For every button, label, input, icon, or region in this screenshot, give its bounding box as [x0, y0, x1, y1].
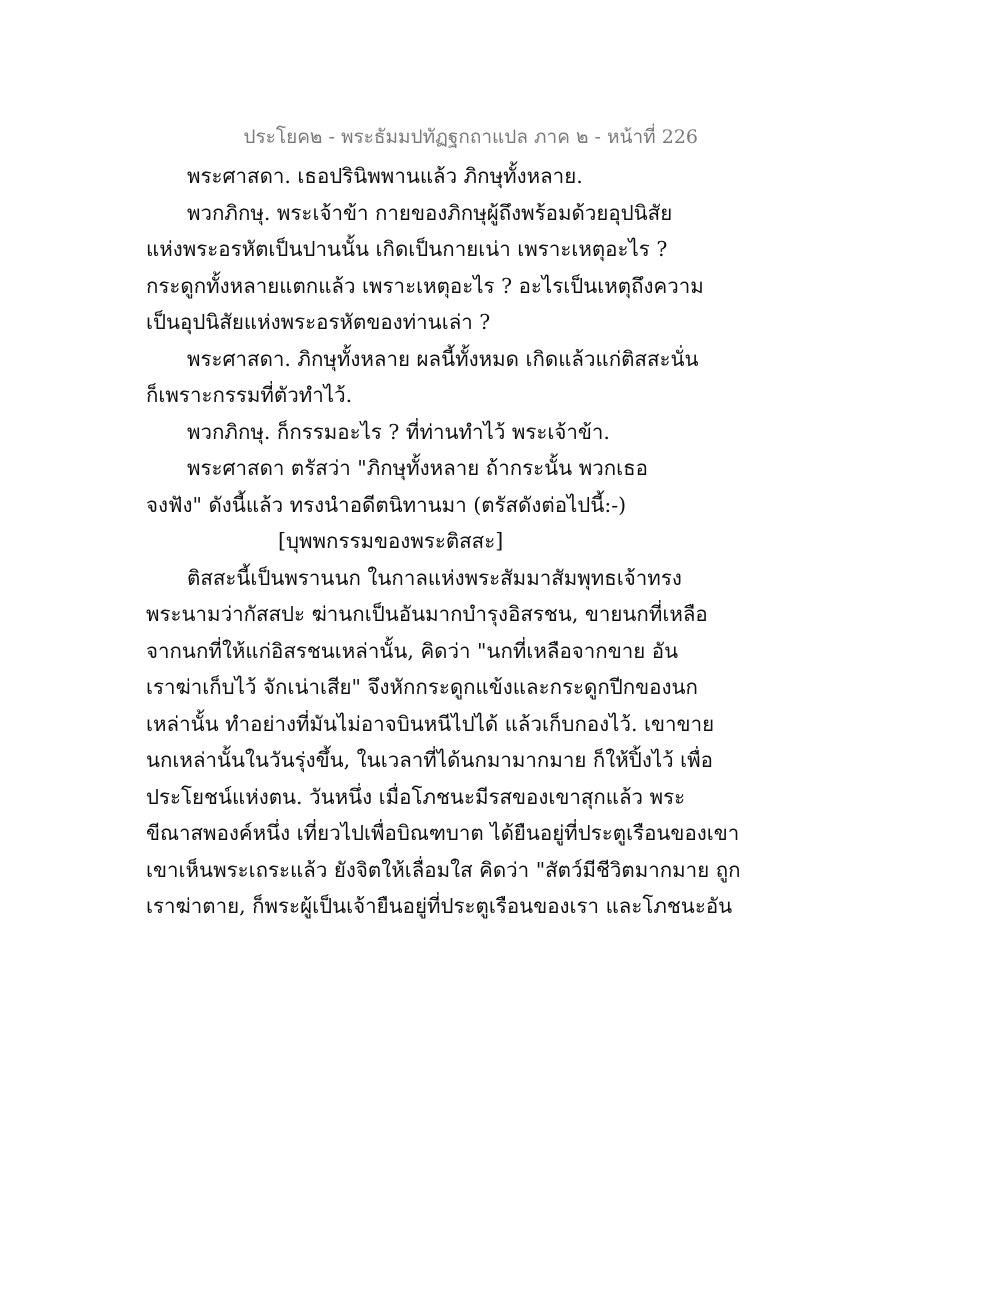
- text-line: พระศาสดา. ภิกษุทั้งหลาย ผลนี้ทั้งหมด เกิดแล้วแก่ติสสะนั่น: [187, 346, 699, 371]
- running-header: ประโยค๒ - พระธัมมปทัฏฐกถาแปล ภาค ๒ - หน้าที่ 226: [243, 126, 698, 148]
- text-line: ขีณาสพองค์หนึ่ง เที่ยวไปเพื่อบิณฑบาต ได้ยืนอยู่ที่ประตูเรือนของเขา: [146, 821, 740, 845]
- text-line: กระดูกทั้งหลายแตกแล้ว เพราะเหตุอะไร ? อะไรเป็นเหตุถึงความ: [146, 273, 704, 298]
- text-line: เป็นอุปนิสัยแห่งพระอรหัตของท่านเล่า ?: [146, 310, 491, 334]
- text-line: เหล่านั้น ทำอย่างที่มันไม่อาจบินหนีไปได้ แล้วเก็บกองไว้. เขาขาย: [146, 711, 715, 736]
- text-line: เราฆ่าเก็บไว้ จักเน่าเสีย" จึงหักกระดูกแข้งและกระดูกปีกของนก: [146, 675, 698, 699]
- text-line: จงฟัง" ดังนี้แล้ว ทรงนำอดีตนิทานมา (ตรัสดังต่อไปนี้:-): [146, 492, 627, 517]
- text-line: ติสสะนี้เป็นพรานนก ในกาลแห่งพระสัมมาสัมพุทธเจ้าทรง: [187, 565, 682, 590]
- text-line: พระศาสดา ตรัสว่า "ภิกษุทั้งหลาย ถ้ากระนั้น พวกเธอ: [187, 456, 648, 480]
- text-line: พระศาสดา. เธอปรินิพพานแล้ว ภิกษุทั้งหลาย.: [187, 164, 583, 188]
- text-line: พระนามว่ากัสสปะ ฆ่านกเป็นอันมากบำรุงอิสรชน, ขายนกที่เหลือ: [146, 602, 708, 626]
- text-line: เราฆ่าตาย, ก็พระผู้เป็นเจ้ายืนอยู่ที่ประตูเรือนของเรา และโภชนะอัน: [146, 894, 733, 918]
- text-line: แห่งพระอรหัตเป็นปานนั้น เกิดเป็นกายเน่า เพราะเหตุอะไร ?: [146, 237, 668, 261]
- text-line: พวกภิกษุ. ก็กรรมอะไร ? ที่ท่านทำไว้ พระเจ้าข้า.: [187, 419, 610, 444]
- text-line: นกเหล่านั้นในวันรุ่งขึ้น, ในเวลาที่ได้นกมามากมาย ก็ให้ปิ้งไว้ เพื่อ: [146, 748, 713, 772]
- text-line: เขาเห็นพระเถระแล้ว ยังจิตให้เลื่อมใส คิดว่า "สัตว์มีชีวิตมากมาย ถูก: [146, 857, 741, 882]
- text-line: จากนกที่ให้แก่อิสรชนเหล่านั้น, คิดว่า "นกที่เหลือจากขาย อัน: [146, 638, 679, 663]
- text-line: พวกภิกษุ. พระเจ้าข้า กายของภิกษุผู้ถึงพร้อมด้วยอุปนิสัย: [187, 200, 673, 225]
- body-text: [146, 158, 741, 925]
- section-heading: [บุพพกรรมของพระติสสะ]: [278, 529, 504, 553]
- text-line: ประโยชน์แห่งตน. วันหนึ่ง เมื่อโภชนะมีรสของเขาสุกแล้ว พระ: [146, 784, 686, 809]
- text-line: ก็เพราะกรรมที่ตัวทำไว้.: [146, 383, 353, 407]
